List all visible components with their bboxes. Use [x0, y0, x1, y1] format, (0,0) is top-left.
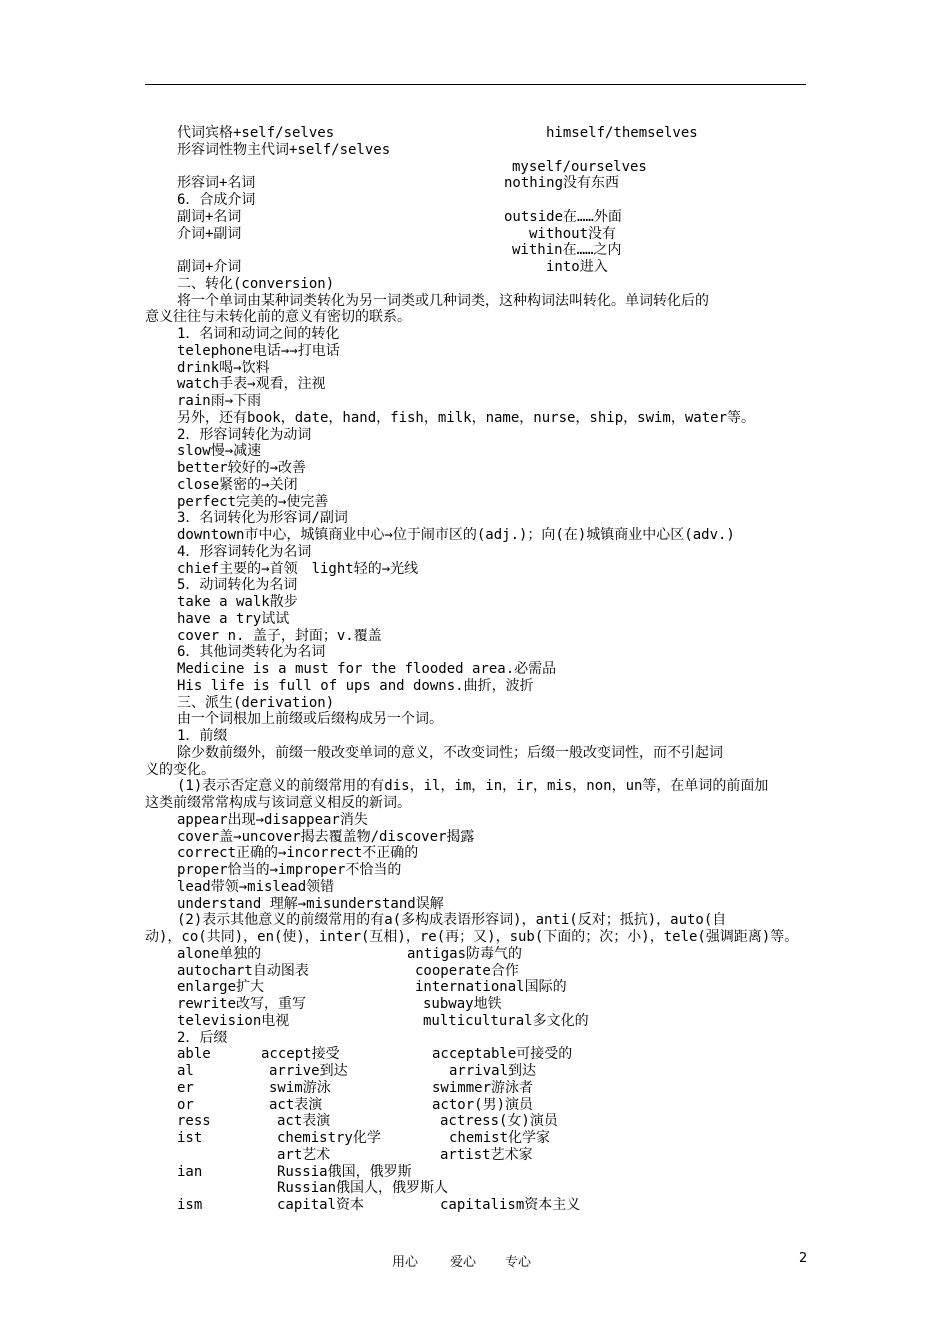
- page-number: 2: [799, 1251, 808, 1266]
- text-line: have a try试试: [177, 611, 290, 627]
- text-line: himself/themselves: [546, 125, 698, 141]
- text-line: arrival到达: [449, 1063, 537, 1079]
- text-line: rewrite改写，重写: [177, 996, 307, 1012]
- text-line: without没有: [529, 226, 617, 242]
- text-line: al: [177, 1063, 194, 1079]
- text-line: 副词+名词: [177, 209, 242, 225]
- text-line: swimmer游泳者: [432, 1080, 534, 1096]
- text-line: cover n. 盖子，封面；v.覆盖: [177, 628, 382, 644]
- footer-item: 用心: [392, 1255, 419, 1270]
- text-line: ian: [177, 1164, 203, 1180]
- text-line: acceptable可接受的: [432, 1046, 573, 1062]
- text-line: television电视: [177, 1013, 290, 1029]
- text-line: myself/ourselves: [512, 159, 647, 175]
- text-line: close紧密的→关闭: [177, 477, 298, 493]
- text-line: multicultural多文化的: [423, 1013, 589, 1029]
- text-line: (2)表示其他意义的前缀常用的有a(多构成表语形容词)，anti(反对；抵抗)，auto(自: [177, 912, 727, 928]
- text-line: nothing没有东西: [504, 175, 620, 191]
- text-line: telephone电话→→打电话: [177, 343, 340, 359]
- text-line: cover盖→uncover揭去覆盖物/discover揭露: [177, 829, 475, 845]
- text-line: ress: [177, 1113, 211, 1129]
- text-line: er: [177, 1080, 194, 1096]
- text-line: rain雨→下雨: [177, 393, 262, 409]
- text-line: Medicine is a must for the flooded area.必需品: [177, 661, 557, 677]
- text-line: artist艺术家: [440, 1147, 533, 1163]
- text-line: 形容词+名词: [177, 175, 256, 191]
- text-line: outside在……外面: [504, 209, 622, 225]
- text-line: capitalism资本主义: [440, 1197, 581, 1213]
- text-line: 由一个词根加上前缀或后缀构成另一个词。: [177, 711, 443, 727]
- text-line: 除少数前缀外，前缀一般改变单词的意义，不改变词性；后缀一般改变词性，而不引起词: [177, 745, 723, 761]
- text-line: subway地铁: [423, 996, 502, 1012]
- text-line: antigas防毒气的: [407, 946, 523, 962]
- text-line: 6．合成介词: [177, 192, 256, 208]
- text-line: 6．其他词类转化为名词: [177, 644, 326, 660]
- text-line: ism: [177, 1197, 203, 1213]
- text-line: proper恰当的→improper不恰当的: [177, 862, 402, 878]
- text-line: able: [177, 1046, 211, 1062]
- text-line: swim游泳: [269, 1080, 331, 1096]
- text-line: Russian俄国人，俄罗斯人: [277, 1180, 449, 1196]
- footer-item: 专心: [505, 1255, 532, 1270]
- header-rule: [145, 84, 806, 85]
- text-line: lead带领→mislead领错: [177, 879, 335, 895]
- text-line: watch手表→观看，注视: [177, 376, 326, 392]
- text-line: take a walk散步: [177, 594, 298, 610]
- text-line: downtown市中心，城镇商业中心→位于闹市区的(adj.)；向(在)城镇商业中心区(adv.): [177, 527, 735, 543]
- text-line: 动)，co(共同)，en(使)，inter(互相)，re(再；又)，sub(下面的；次；小)，tele(强调距离)等。: [145, 929, 799, 945]
- text-line: into进入: [546, 259, 608, 275]
- text-line: understand 理解→misunderstand误解: [177, 896, 444, 912]
- text-line: or: [177, 1097, 194, 1113]
- text-line: actor(男)演员: [432, 1097, 534, 1113]
- text-line: 1．前缀: [177, 728, 228, 744]
- text-line: capital资本: [277, 1197, 365, 1213]
- text-line: chemist化学家: [449, 1130, 551, 1146]
- text-line: (1)表示否定意义的前缀常用的有dis，il，im，in，ir，mis，non，un等，在单词的前面加: [177, 778, 769, 794]
- text-line: ist: [177, 1130, 203, 1146]
- text-line: chief主要的→首领 light轻的→光线: [177, 561, 419, 577]
- text-line: act表演: [269, 1097, 323, 1113]
- text-line: 副词+介词: [177, 259, 242, 275]
- text-line: 2．后缀: [177, 1030, 228, 1046]
- text-line: 另外，还有book，date，hand，fish，milk，name，nurse，ship，swim，water等。: [177, 410, 756, 426]
- text-line: 1．名词和动词之间的转化: [177, 326, 340, 342]
- text-line: enlarge扩大: [177, 979, 265, 995]
- text-line: autochart自动图表: [177, 963, 309, 979]
- text-line: drink喝→饮料: [177, 360, 270, 376]
- footer-item: 爱心: [450, 1255, 477, 1270]
- text-line: Russia俄国，俄罗斯: [277, 1164, 412, 1180]
- text-line: act表演: [277, 1113, 331, 1129]
- text-line: 5．动词转化为名词: [177, 577, 298, 593]
- text-line: 义的变化。: [145, 762, 215, 778]
- text-line: perfect完美的→使完善: [177, 494, 329, 510]
- text-line: international国际的: [415, 979, 567, 995]
- text-line: within在……之内: [512, 242, 622, 258]
- text-line: accept接受: [261, 1046, 340, 1062]
- section-heading: 二、转化(conversion): [177, 276, 335, 292]
- text-line: 介词+副词: [177, 226, 242, 242]
- text-line: actress(女)演员: [440, 1113, 558, 1129]
- text-line: 形容词性物主代词+self/selves: [177, 142, 391, 158]
- text-line: cooperate合作: [415, 963, 519, 979]
- text-line: His life is full of ups and downs.曲折，波折: [177, 678, 534, 694]
- text-line: 2．形容词转化为动词: [177, 427, 312, 443]
- text-line: 4．形容词转化为名词: [177, 544, 312, 560]
- text-line: alone单独的: [177, 946, 262, 962]
- text-line: art艺术: [277, 1147, 331, 1163]
- text-line: 这类前缀常常构成与该词意义相反的新词。: [145, 795, 411, 811]
- text-line: arrive到达: [269, 1063, 348, 1079]
- text-line: 意义往往与未转化前的意义有密切的联系。: [145, 309, 411, 325]
- text-line: appear出现→disappear消失: [177, 812, 368, 828]
- text-line: chemistry化学: [277, 1130, 381, 1146]
- text-line: 将一个单词由某种词类转化为另一词类或几种词类，这种构词法叫转化。单词转化后的: [177, 293, 709, 309]
- text-line: correct正确的→incorrect不正确的: [177, 845, 419, 861]
- text-line: slow慢→减速: [177, 443, 262, 459]
- text-line: 3．名词转化为形容词/副词: [177, 510, 348, 526]
- text-line: 代词宾格+self/selves: [177, 125, 335, 141]
- text-line: better较好的→改善: [177, 460, 307, 476]
- section-heading: 三、派生(derivation): [177, 695, 335, 711]
